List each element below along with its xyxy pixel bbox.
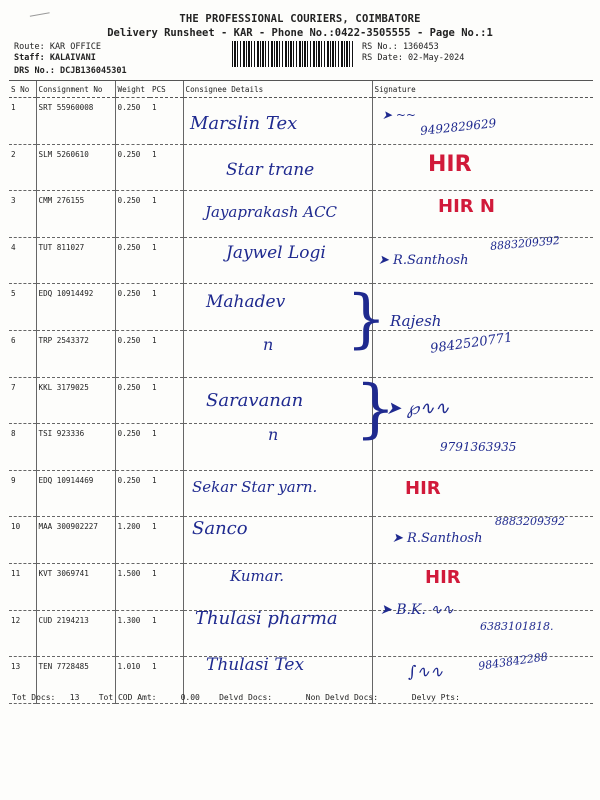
row-sno: 7 [9,377,36,424]
row-pcs: 1 [150,563,183,610]
signature-13-phone: 9843842288 [477,650,549,673]
consignee-10: Sanco [192,518,248,539]
row-sno: 12 [9,610,36,657]
drs-number: DRS No.: DCJB136045301 [14,66,127,76]
signature-10-phone: 8883209392 [495,515,565,528]
row-pcs: 1 [150,377,183,424]
consignee-8: n [268,425,279,444]
row-sno: 13 [9,657,36,704]
signature-9: HIR [405,478,441,499]
signature-5-6-name: Rajesh [390,312,442,330]
signature-2: HIR [428,152,472,177]
signature-7-8-scribble: ➤ ℘∿∿ [386,398,450,419]
signature-10-text: R.Santhosh [407,531,483,546]
row-pcs: 1 [150,657,183,704]
row-pcs: 1 [150,517,183,564]
row-pcs: 1 [150,98,183,145]
row-weight: 0.250 [115,98,150,145]
row-sno: 8 [9,424,36,471]
row-weight: 0.250 [115,191,150,238]
row-weight: 0.250 [115,284,150,331]
row-weight: 1.500 [115,563,150,610]
row-consignment: EDQ 10914469 [36,470,115,517]
signature-12-name: ➤ B.K. ∿∿ [380,602,454,618]
row-pcs: 1 [150,610,183,657]
row-weight: 1.010 [115,657,150,704]
signature-13-scribble: ∫∿∿ [408,662,444,681]
col-signature: Signature [372,81,593,98]
col-sno: S No [9,81,36,98]
signature-12-text: B.K. [396,602,426,618]
signature-10-name: ➤ R.Santhosh [392,531,483,546]
signature-7-8-phone: 9791363935 [440,440,517,454]
consignee-4: Jaywel Logi [226,243,326,263]
row-consignment: EDQ 10914492 [36,284,115,331]
consignee-1: Marslin Tex [190,113,298,134]
signature-4-name: ➤ R.Santhosh [378,253,469,268]
consignee-2: Star trane [226,160,315,180]
row-consignment: MAA 300902227 [36,517,115,564]
rs-number: RS No.: 1360453 [362,42,439,52]
row-consignment: TSI 923336 [36,424,115,471]
row-weight: 0.250 [115,144,150,191]
row-consignment: TEN 7728485 [36,657,115,704]
signature-1-phone: 9492829629 [419,116,497,138]
consignee-12: Thulasi pharma [195,608,338,629]
row-weight: 0.250 [115,330,150,377]
signature-11: HIR [425,567,461,588]
consignee-13: Thulasi Tex [206,655,305,675]
staff-label: Staff: KALAIVANI [14,53,96,63]
row-weight: 0.250 [115,470,150,517]
row-pcs: 1 [150,191,183,238]
consignee-9: Sekar Star yarn. [192,478,318,496]
row-consignment: SRT 55960008 [36,98,115,145]
signature-12-phone: 6383101818. [480,620,554,633]
consignee-7: Saravanan [206,390,304,411]
signature-5-6-phone: 9842520771 [429,330,514,357]
row-sno: 10 [9,517,36,564]
row-weight: 0.250 [115,424,150,471]
row-sno: 9 [9,470,36,517]
row-sno: 1 [9,98,36,145]
brace-7-8: } [355,372,396,446]
row-weight: 0.250 [115,377,150,424]
table-header-row [9,81,593,98]
row-consignment: TRP 2543372 [36,330,115,377]
barcode [232,41,354,67]
row-sno: 5 [9,284,36,331]
table-row [9,284,593,331]
row-consignment: CUD 2194213 [36,610,115,657]
consignee-5: Mahadev [206,292,286,312]
row-pcs: 1 [150,424,183,471]
row-consignee [183,330,372,377]
company-title: THE PROFESSIONAL COURIERS, COIMBATORE [179,13,421,25]
signature-1-scribble: ➤ ~~ [382,108,416,122]
row-weight: 1.300 [115,610,150,657]
row-sno: 4 [9,237,36,284]
row-consignment: SLM 5260610 [36,144,115,191]
row-pcs: 1 [150,237,183,284]
row-weight: 1.200 [115,517,150,564]
row-consignment: KKL 3179025 [36,377,115,424]
col-consignee: Consignee Details [183,81,372,98]
rs-date: RS Date: 02-May-2024 [362,53,465,63]
col-weight: Weight [115,81,150,98]
consignee-11: Kumar. [230,567,284,585]
row-consignment: TUT 811027 [36,237,115,284]
row-pcs: 1 [150,144,183,191]
row-consignment: KVT 3069741 [36,563,115,610]
route-label: Route: KAR OFFICE [14,42,101,52]
col-pcs: PCS [150,81,183,98]
row-pcs: 1 [150,284,183,331]
row-sno: 3 [9,191,36,238]
row-sno: 11 [9,563,36,610]
row-pcs: 1 [150,470,183,517]
signature-4-phone: 8883209392 [489,233,561,254]
row-sno: 2 [9,144,36,191]
row-sno: 6 [9,330,36,377]
row-signature [372,144,593,191]
table-row [9,98,593,145]
signature-4-text: R.Santhosh [393,253,469,268]
signature-3: HIR N [438,196,495,217]
runsheet-subtitle: Delivery Runsheet - KAR - Phone No.:0422-3505555 - Page No.:1 [107,27,493,39]
row-pcs: 1 [150,330,183,377]
footer-totals: Tot Docs: 13 Tot COD Amt: 0.00 Delvd Docs: Non Delvd Docs: Delvy Pts: [12,693,460,702]
row-weight: 0.250 [115,237,150,284]
consignee-3: Jayaprakash ACC [205,203,338,221]
brace-5-6: } [346,282,387,356]
consignee-6: n [263,335,274,354]
row-consignment: CMM 276155 [36,191,115,238]
table-row [9,563,593,610]
col-consignment: Consignment No [36,81,115,98]
